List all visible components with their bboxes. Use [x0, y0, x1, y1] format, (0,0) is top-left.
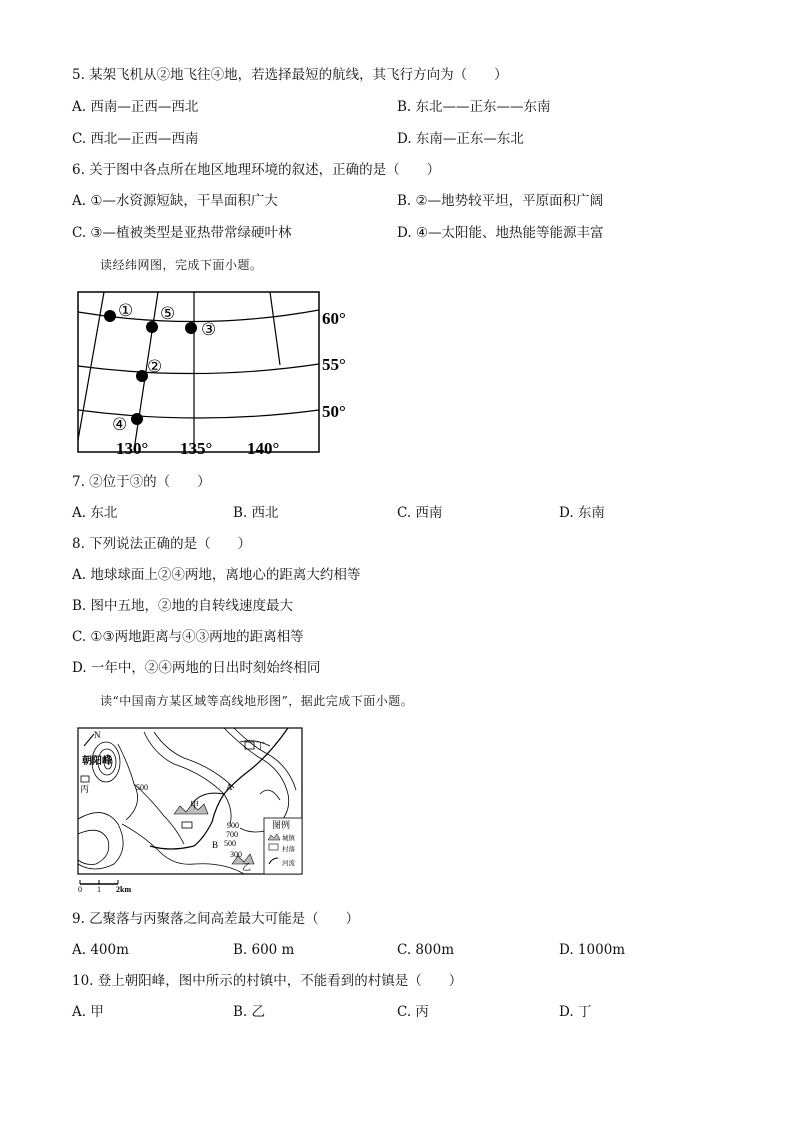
lat-label-50: 50° [322, 402, 346, 421]
parallel-55 [78, 364, 319, 374]
q6-option-b: B. ②—地势较平坦，平原面积广阔 [397, 193, 604, 209]
contour-label-500b: 500 [224, 839, 236, 848]
town-yi-label: 乙 [242, 862, 252, 872]
q7-option-a: A. 东北 [72, 505, 118, 521]
contour-center-2 [154, 732, 234, 788]
q9-option-d: D. 1000m [559, 942, 626, 958]
contour-map [74, 724, 306, 894]
q7-option-b: B. 西北 [233, 505, 279, 521]
q10-option-d: D. 丁 [559, 1004, 592, 1020]
q9-option-b: B. 600 m [233, 942, 295, 958]
q10-option-b: B. 乙 [233, 1004, 266, 1020]
q8-stem: 8. 下列说法正确的是（ ） [72, 536, 252, 552]
contour-right-2 [234, 728, 296, 790]
village-bing-label: 丙 [80, 784, 90, 794]
legend-village-label: 村落 [282, 846, 295, 853]
q5-option-a: A. 西南—正西—西北 [72, 99, 199, 115]
legend-town-label: 城镇 [282, 835, 295, 842]
lat-label-55: 55° [322, 355, 346, 374]
q10-stem: 10. 登上朝阳峰，图中所示的村镇中，不能看到的村镇是（ ） [72, 973, 463, 989]
q6-option-c: C. ③—植被类型是亚热带常绿硬叶林 [72, 225, 292, 241]
town-jia-label: 甲 [190, 800, 200, 810]
north-label: N [94, 730, 101, 740]
point-1-label: ① [118, 301, 134, 320]
point-3-label: ③ [201, 320, 217, 339]
scale-label-0: 0 [78, 885, 82, 894]
scale-label-2: 2km [116, 885, 132, 894]
q7-stem: 7. ②位于③的（ ） [72, 474, 211, 490]
peak-label: 朝阳峰 [82, 756, 112, 767]
point-4-dot [131, 413, 143, 425]
village-icon [182, 822, 192, 828]
q7-option-d: D. 东南 [559, 505, 605, 521]
point-1-dot [104, 310, 116, 322]
lon-label-140: 140° [247, 439, 280, 458]
lat-label-60: 60° [322, 309, 346, 328]
contour-left-2 [78, 830, 109, 864]
q5-stem: 5. 某架飞机从②地飞往④地，若选择最短的航线，其飞行方向为（ ） [72, 67, 508, 83]
q5-option-b: B. 东北——正东——东南 [397, 99, 551, 115]
point-b-label: B [212, 840, 219, 850]
contour-label-300: 300 [230, 850, 242, 859]
q5-option-c: C. 西北—正西—西南 [72, 131, 199, 147]
contour-label-900: 900 [227, 821, 239, 830]
point-2-label: ② [147, 357, 163, 376]
point-5-label: ⑤ [160, 304, 176, 323]
legend-river-label: 河流 [282, 860, 295, 867]
intro-contour-map: 读“中国南方某区域等高线地形图”，据此完成下面小题。 [100, 694, 414, 708]
q8-option-c: C. ①③两地距离与④③两地的距离相等 [72, 629, 304, 645]
graticule-map [74, 290, 354, 458]
q9-option-a: A. 400m [72, 942, 129, 958]
q9-stem: 9. 乙聚落与丙聚落之间高差最大可能是（ ） [72, 911, 360, 927]
q10-option-c: C. 丙 [397, 1004, 429, 1020]
q10-option-a: A. 甲 [72, 1004, 104, 1020]
q9-option-c: C. 800m [397, 942, 454, 958]
village-bing-icon [81, 776, 89, 782]
q8-option-d: D. 一年中，②④两地的日出时刻始终相同 [72, 660, 321, 676]
q6-stem: 6. 关于图中各点所在地区地理环境的叙述，正确的是（ ） [72, 162, 441, 178]
north-arrow-icon [84, 734, 94, 746]
point-5-dot [146, 321, 158, 333]
point-4-label: ④ [112, 415, 128, 434]
contour-left-1 [78, 813, 123, 869]
contour-right-3 [240, 741, 270, 746]
q8-option-a: A. 地球球面上②④两地，离地心的距离大约相等 [72, 567, 361, 583]
point-3-dot [185, 322, 197, 334]
lon-label-135: 135° [180, 439, 213, 458]
lon-label-130: 130° [116, 439, 149, 458]
q6-option-a: A. ①—水资源短缺，干旱面积广大 [72, 193, 278, 209]
scale-label-1: 1 [97, 885, 101, 894]
point-a-label: A [226, 782, 233, 792]
intro-grid-map: 读经纬网图，完成下面小题。 [100, 258, 263, 272]
q7-option-c: C. 西南 [397, 505, 443, 521]
q5-option-d: D. 东南—正东—东北 [397, 131, 524, 147]
contour-right-4 [260, 790, 280, 800]
village-ding-label: 丁 [256, 741, 266, 751]
legend-title: 图例 [272, 820, 291, 830]
q6-option-d: D. ④—太阳能、地热能等能源丰富 [397, 225, 604, 241]
contour-left-3 [118, 744, 138, 820]
contour-label-500: 500 [136, 783, 148, 792]
contour-label-700: 700 [226, 830, 238, 839]
q8-option-b: B. 图中五地，②地的自转线速度最大 [72, 598, 294, 614]
meridian-140 [270, 292, 280, 365]
